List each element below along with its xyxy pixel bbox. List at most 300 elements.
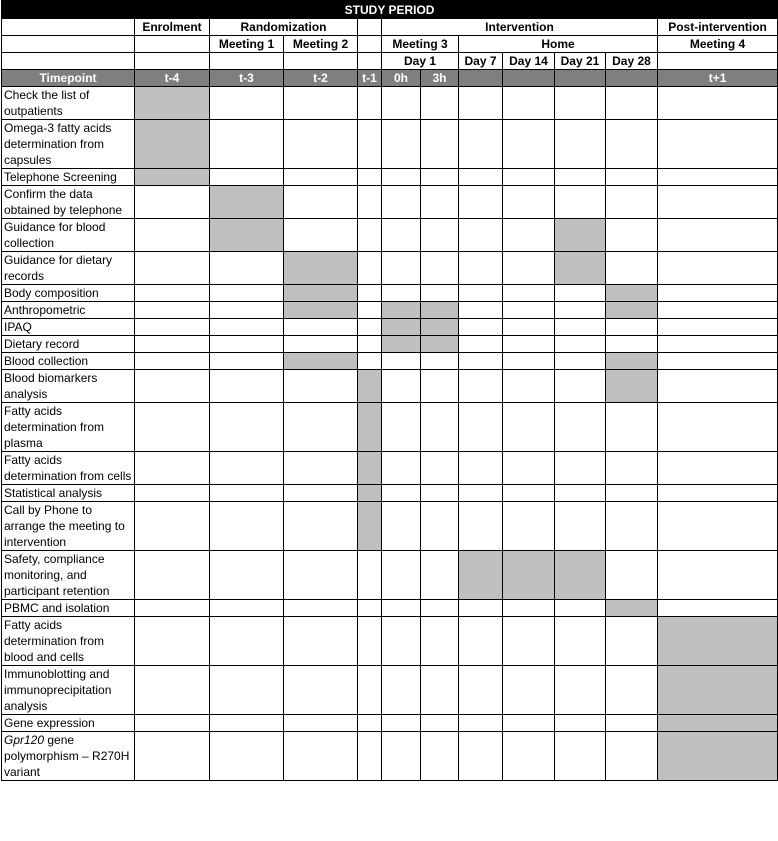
timepoint-blank xyxy=(555,70,606,87)
timepoint-blank xyxy=(459,70,503,87)
schedule-cell xyxy=(503,502,555,551)
schedule-cell xyxy=(503,353,555,370)
schedule-cell xyxy=(459,285,503,302)
meeting-4: Meeting 4 xyxy=(658,36,778,53)
activity-label: Fatty acids determination from cells xyxy=(2,452,135,485)
schedule-cell xyxy=(358,370,382,403)
timepoint-3h: 3h xyxy=(421,70,459,87)
schedule-cell xyxy=(358,353,382,370)
activity-label xyxy=(2,732,135,781)
study-schedule-table xyxy=(1,0,778,781)
schedule-cell xyxy=(358,551,382,600)
activity-label: Check the list of outpatients xyxy=(2,87,135,120)
schedule-cell xyxy=(459,186,503,219)
schedule-cell xyxy=(135,715,210,732)
blank-header-cell xyxy=(284,53,358,70)
blank-header-cell xyxy=(2,19,135,36)
schedule-cell xyxy=(210,319,284,336)
schedule-cell xyxy=(284,732,358,781)
schedule-cell xyxy=(284,319,358,336)
schedule-cell xyxy=(358,169,382,186)
schedule-cell xyxy=(210,715,284,732)
activity-label: Safety, compliance monitoring, and participant retention xyxy=(2,551,135,600)
schedule-cell xyxy=(459,666,503,715)
schedule-cell xyxy=(382,302,421,319)
activity-row xyxy=(2,666,778,715)
schedule-cell xyxy=(555,732,606,781)
activity-label: Immunoblotting and immunoprecipitation analysis xyxy=(2,666,135,715)
schedule-cell xyxy=(284,551,358,600)
activity-label: Blood biomarkers analysis xyxy=(2,370,135,403)
schedule-cell xyxy=(459,485,503,502)
schedule-cell xyxy=(284,302,358,319)
schedule-cell xyxy=(421,732,459,781)
schedule-cell xyxy=(358,319,382,336)
timepoint-t-3: t-3 xyxy=(210,70,284,87)
schedule-cell xyxy=(382,370,421,403)
schedule-cell xyxy=(421,353,459,370)
activity-row xyxy=(2,219,778,252)
schedule-cell xyxy=(555,120,606,169)
schedule-cell xyxy=(382,485,421,502)
schedule-cell xyxy=(503,219,555,252)
schedule-cell xyxy=(459,302,503,319)
schedule-cell xyxy=(555,403,606,452)
schedule-cell xyxy=(459,87,503,120)
schedule-cell xyxy=(284,715,358,732)
schedule-cell xyxy=(210,186,284,219)
schedule-cell xyxy=(382,715,421,732)
schedule-cell xyxy=(421,336,459,353)
schedule-cell xyxy=(210,485,284,502)
schedule-cell xyxy=(555,169,606,186)
schedule-cell xyxy=(135,666,210,715)
schedule-cell xyxy=(358,252,382,285)
activity-row xyxy=(2,252,778,285)
timepoint-t-4: t-4 xyxy=(135,70,210,87)
schedule-cell xyxy=(421,169,459,186)
schedule-cell xyxy=(135,617,210,666)
meeting-2: Meeting 2 xyxy=(284,36,358,53)
schedule-cell xyxy=(358,617,382,666)
schedule-cell xyxy=(135,87,210,120)
schedule-cell xyxy=(503,715,555,732)
timepoint-blank xyxy=(503,70,555,87)
schedule-cell xyxy=(459,551,503,600)
schedule-cell xyxy=(459,715,503,732)
schedule-cell xyxy=(284,252,358,285)
schedule-cell xyxy=(503,285,555,302)
schedule-cell xyxy=(421,502,459,551)
schedule-cell xyxy=(658,285,778,302)
schedule-cell xyxy=(382,502,421,551)
schedule-cell xyxy=(382,120,421,169)
schedule-cell xyxy=(135,353,210,370)
schedule-cell xyxy=(606,353,658,370)
schedule-cell xyxy=(459,219,503,252)
timepoint-0h: 0h xyxy=(382,70,421,87)
schedule-cell xyxy=(555,186,606,219)
schedule-cell xyxy=(658,732,778,781)
schedule-cell xyxy=(382,219,421,252)
activity-row xyxy=(2,732,778,781)
schedule-cell xyxy=(658,302,778,319)
schedule-cell xyxy=(382,87,421,120)
schedule-cell xyxy=(284,485,358,502)
schedule-cell xyxy=(606,302,658,319)
schedule-cell xyxy=(284,87,358,120)
activity-row xyxy=(2,403,778,452)
schedule-cell xyxy=(358,219,382,252)
schedule-cell xyxy=(210,120,284,169)
schedule-cell xyxy=(555,502,606,551)
schedule-cell xyxy=(421,600,459,617)
activity-row xyxy=(2,120,778,169)
schedule-cell xyxy=(358,186,382,219)
blank-header-cell xyxy=(135,53,210,70)
schedule-cell xyxy=(658,186,778,219)
schedule-cell xyxy=(658,485,778,502)
activity-row xyxy=(2,186,778,219)
blank-header-cell xyxy=(658,53,778,70)
schedule-cell xyxy=(459,336,503,353)
schedule-cell xyxy=(382,336,421,353)
schedule-cell xyxy=(358,715,382,732)
schedule-cell xyxy=(606,336,658,353)
schedule-cell xyxy=(606,551,658,600)
activity-label: Telephone Screening xyxy=(2,169,135,186)
schedule-cell xyxy=(421,186,459,219)
timepoint-label: Timepoint xyxy=(2,70,135,87)
schedule-cell xyxy=(358,732,382,781)
schedule-cell xyxy=(210,285,284,302)
schedule-cell xyxy=(135,169,210,186)
schedule-cell xyxy=(421,617,459,666)
activity-label: Dietary record xyxy=(2,336,135,353)
schedule-cell xyxy=(358,403,382,452)
schedule-cell xyxy=(382,353,421,370)
activity-row xyxy=(2,353,778,370)
activity-label: Blood collection xyxy=(2,353,135,370)
schedule-cell xyxy=(284,353,358,370)
schedule-cell xyxy=(210,600,284,617)
day-14: Day 14 xyxy=(503,53,555,70)
schedule-cell xyxy=(284,370,358,403)
activity-label: Omega-3 fatty acids determination from capsules xyxy=(2,120,135,169)
activity-label: Guidance for blood collection xyxy=(2,219,135,252)
gene-description: gene polymorphism – R270H variant xyxy=(4,733,130,779)
timepoint-blank xyxy=(606,70,658,87)
activity-row xyxy=(2,302,778,319)
activity-row xyxy=(2,617,778,666)
schedule-cell xyxy=(284,666,358,715)
schedule-cell xyxy=(555,336,606,353)
activity-row xyxy=(2,169,778,186)
schedule-cell xyxy=(658,370,778,403)
schedule-cell xyxy=(382,403,421,452)
schedule-cell xyxy=(284,502,358,551)
schedule-cell xyxy=(459,370,503,403)
schedule-cell xyxy=(606,219,658,252)
activity-label: Fatty acids determination from plasma xyxy=(2,403,135,452)
schedule-cell xyxy=(555,87,606,120)
schedule-cell xyxy=(358,485,382,502)
schedule-cell xyxy=(421,252,459,285)
schedule-cell xyxy=(210,732,284,781)
schedule-cell xyxy=(555,302,606,319)
schedule-cell xyxy=(135,502,210,551)
schedule-cell xyxy=(606,285,658,302)
schedule-cell xyxy=(210,336,284,353)
schedule-cell xyxy=(358,600,382,617)
activity-label: Fatty acids determination from blood and cells xyxy=(2,617,135,666)
schedule-cell xyxy=(503,169,555,186)
study-period-title: STUDY PERIOD xyxy=(2,1,778,19)
schedule-cell xyxy=(606,370,658,403)
schedule-cell xyxy=(135,452,210,485)
blank-header-cell xyxy=(135,36,210,53)
schedule-cell xyxy=(382,452,421,485)
schedule-cell xyxy=(421,302,459,319)
activity-label: Anthropometric xyxy=(2,302,135,319)
schedule-cell xyxy=(358,302,382,319)
activity-row xyxy=(2,285,778,302)
schedule-cell xyxy=(358,336,382,353)
meeting-1: Meeting 1 xyxy=(210,36,284,53)
schedule-cell xyxy=(382,551,421,600)
activity-row xyxy=(2,485,778,502)
activity-row xyxy=(2,452,778,485)
schedule-cell xyxy=(358,285,382,302)
schedule-cell xyxy=(606,485,658,502)
schedule-cell xyxy=(135,219,210,252)
schedule-cell xyxy=(503,551,555,600)
schedule-cell xyxy=(135,485,210,502)
blank-header-cell xyxy=(210,53,284,70)
schedule-cell xyxy=(210,252,284,285)
schedule-cell xyxy=(503,319,555,336)
schedule-cell xyxy=(210,551,284,600)
activity-row xyxy=(2,319,778,336)
schedule-cell xyxy=(658,336,778,353)
schedule-cell xyxy=(503,666,555,715)
schedule-cell xyxy=(284,617,358,666)
schedule-cell xyxy=(503,302,555,319)
schedule-cell xyxy=(606,600,658,617)
schedule-cell xyxy=(555,285,606,302)
schedule-cell xyxy=(421,666,459,715)
schedule-cell xyxy=(555,370,606,403)
schedule-cell xyxy=(658,353,778,370)
schedule-cell xyxy=(503,452,555,485)
day-1: Day 1 xyxy=(382,53,459,70)
blank-header-cell xyxy=(2,36,135,53)
activity-label: PBMC and isolation xyxy=(2,600,135,617)
schedule-cell xyxy=(503,370,555,403)
activity-label: IPAQ xyxy=(2,319,135,336)
schedule-cell xyxy=(606,120,658,169)
schedule-cell xyxy=(382,617,421,666)
schedule-cell xyxy=(555,485,606,502)
schedule-cell xyxy=(503,732,555,781)
schedule-cell xyxy=(421,285,459,302)
schedule-cell xyxy=(210,302,284,319)
schedule-cell xyxy=(284,186,358,219)
schedule-cell xyxy=(459,252,503,285)
schedule-cell xyxy=(358,452,382,485)
schedule-cell xyxy=(555,551,606,600)
schedule-cell xyxy=(210,403,284,452)
schedule-cell xyxy=(658,252,778,285)
activity-label: Statistical analysis xyxy=(2,485,135,502)
schedule-cell xyxy=(135,403,210,452)
schedule-cell xyxy=(210,169,284,186)
schedule-cell xyxy=(606,186,658,219)
schedule-cell xyxy=(135,302,210,319)
schedule-cell xyxy=(606,666,658,715)
schedule-cell xyxy=(459,502,503,551)
schedule-cell xyxy=(382,732,421,781)
home: Home xyxy=(459,36,658,53)
schedule-cell xyxy=(459,319,503,336)
schedule-cell xyxy=(135,600,210,617)
activity-label: Call by Phone to arrange the meeting to intervention xyxy=(2,502,135,551)
schedule-cell xyxy=(421,219,459,252)
schedule-cell xyxy=(135,252,210,285)
schedule-cell xyxy=(382,169,421,186)
timepoint-t-1: t-1 xyxy=(358,70,382,87)
schedule-cell xyxy=(658,403,778,452)
day-21: Day 21 xyxy=(555,53,606,70)
schedule-cell xyxy=(210,617,284,666)
blank-header-cell xyxy=(358,36,382,53)
schedule-cell xyxy=(210,219,284,252)
activity-row xyxy=(2,336,778,353)
schedule-cell xyxy=(606,403,658,452)
schedule-cell xyxy=(135,319,210,336)
schedule-cell xyxy=(555,252,606,285)
schedule-cell xyxy=(555,666,606,715)
schedule-cell xyxy=(606,169,658,186)
schedule-cell xyxy=(606,617,658,666)
blank-header-cell xyxy=(358,19,382,36)
activity-label: Gene expression xyxy=(2,715,135,732)
schedule-cell xyxy=(503,617,555,666)
schedule-cell xyxy=(210,353,284,370)
schedule-cell xyxy=(459,169,503,186)
schedule-cell xyxy=(459,617,503,666)
schedule-cell xyxy=(658,502,778,551)
schedule-cell xyxy=(135,285,210,302)
schedule-cell xyxy=(658,715,778,732)
schedule-cell xyxy=(421,319,459,336)
activity-row xyxy=(2,600,778,617)
activity-row xyxy=(2,551,778,600)
gene-name: Gpr120 xyxy=(4,733,45,747)
schedule-cell xyxy=(606,319,658,336)
schedule-cell xyxy=(459,353,503,370)
schedule-cell xyxy=(210,370,284,403)
schedule-cell xyxy=(555,319,606,336)
schedule-cell xyxy=(606,87,658,120)
schedule-cell xyxy=(358,502,382,551)
schedule-cell xyxy=(382,285,421,302)
schedule-cell xyxy=(210,666,284,715)
schedule-cell xyxy=(135,120,210,169)
stage-intervention: Intervention xyxy=(382,19,658,36)
schedule-cell xyxy=(421,370,459,403)
schedule-cell xyxy=(284,403,358,452)
schedule-cell xyxy=(503,336,555,353)
blank-header-cell xyxy=(2,53,135,70)
stage-post-intervention: Post-intervention xyxy=(658,19,778,36)
schedule-cell xyxy=(658,120,778,169)
schedule-cell xyxy=(210,452,284,485)
schedule-cell xyxy=(421,120,459,169)
schedule-cell xyxy=(284,285,358,302)
schedule-cell xyxy=(503,403,555,452)
schedule-cell xyxy=(358,120,382,169)
day-7: Day 7 xyxy=(459,53,503,70)
schedule-cell xyxy=(606,252,658,285)
schedule-cell xyxy=(555,353,606,370)
schedule-cell xyxy=(284,336,358,353)
schedule-cell xyxy=(358,87,382,120)
activity-row xyxy=(2,370,778,403)
schedule-cell xyxy=(135,186,210,219)
schedule-cell xyxy=(606,732,658,781)
activity-label: Guidance for dietary records xyxy=(2,252,135,285)
schedule-cell xyxy=(503,600,555,617)
schedule-cell xyxy=(284,600,358,617)
schedule-cell xyxy=(459,452,503,485)
schedule-cell xyxy=(135,551,210,600)
schedule-cell xyxy=(606,502,658,551)
schedule-cell xyxy=(382,666,421,715)
activity-label: Confirm the data obtained by telephone xyxy=(2,186,135,219)
schedule-cell xyxy=(555,452,606,485)
schedule-cell xyxy=(658,617,778,666)
timepoint-t+1: t+1 xyxy=(658,70,778,87)
schedule-cell xyxy=(382,600,421,617)
schedule-cell xyxy=(284,452,358,485)
schedule-cell xyxy=(658,600,778,617)
schedule-cell xyxy=(555,219,606,252)
schedule-cell xyxy=(135,370,210,403)
schedule-cell xyxy=(459,403,503,452)
schedule-cell xyxy=(135,336,210,353)
schedule-cell xyxy=(503,252,555,285)
schedule-cell xyxy=(421,87,459,120)
meeting-3: Meeting 3 xyxy=(382,36,459,53)
schedule-cell xyxy=(658,219,778,252)
stage-randomization: Randomization xyxy=(210,19,358,36)
activity-row xyxy=(2,87,778,120)
schedule-cell xyxy=(503,485,555,502)
schedule-cell xyxy=(421,715,459,732)
schedule-cell xyxy=(421,485,459,502)
stage-enrolment: Enrolment xyxy=(135,19,210,36)
schedule-cell xyxy=(658,666,778,715)
schedule-cell xyxy=(421,452,459,485)
schedule-cell xyxy=(503,186,555,219)
schedule-cell xyxy=(658,87,778,120)
schedule-cell xyxy=(658,452,778,485)
schedule-cell xyxy=(358,666,382,715)
schedule-cell xyxy=(503,120,555,169)
blank-header-cell xyxy=(358,53,382,70)
schedule-cell xyxy=(555,617,606,666)
